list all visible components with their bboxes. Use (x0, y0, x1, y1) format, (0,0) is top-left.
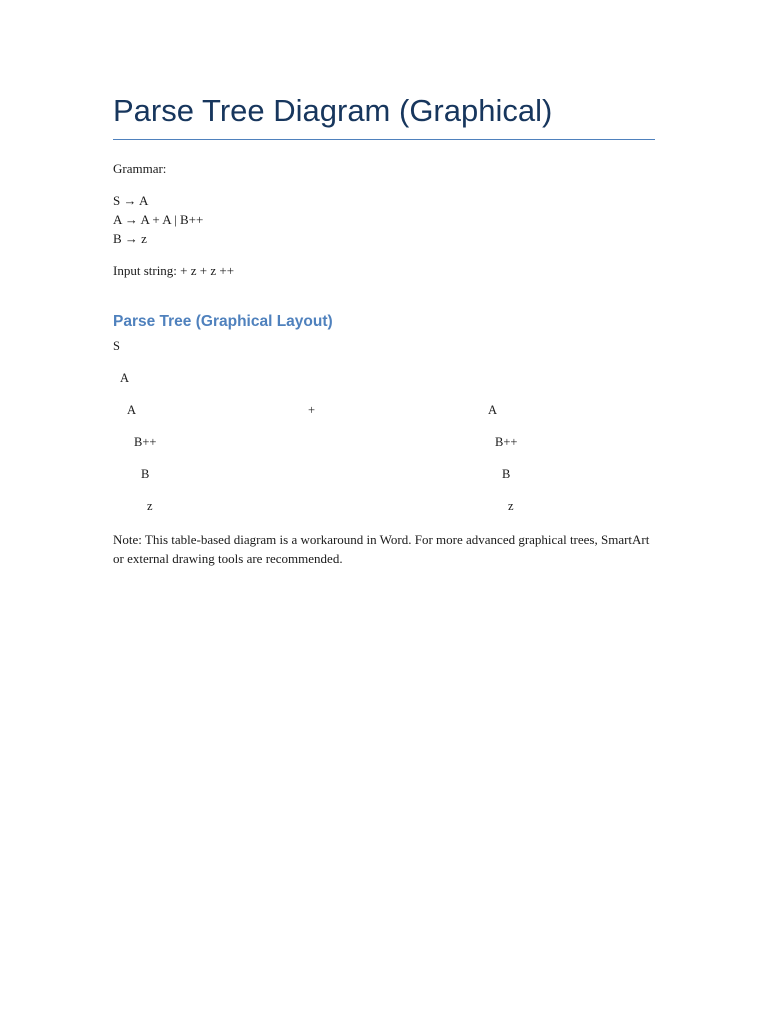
tree-node-root: S (113, 339, 120, 353)
grammar-label: Grammar: (113, 161, 167, 176)
grammar-rule-1: S → A (113, 193, 149, 208)
title-divider (113, 139, 655, 140)
tree-node-plus: + (308, 403, 316, 417)
tree-node-right-bpp: B++ (495, 435, 518, 449)
input-string: Input string: + z + z ++ (113, 263, 235, 278)
tree-node-level1: A (120, 371, 130, 385)
tree-node-right-a: A (488, 403, 498, 417)
grammar-rule-3: B → z (113, 231, 147, 246)
tree-node-right-b: B (502, 467, 511, 481)
tree-node-left-b: B (141, 467, 150, 481)
tree-node-left-bpp: B++ (134, 435, 157, 449)
tree-node-right-z: z (508, 499, 514, 513)
page-title: Parse Tree Diagram (Graphical) (113, 93, 553, 128)
section-heading: Parse Tree (Graphical Layout) (113, 313, 333, 330)
tree-node-left-a: A (127, 403, 137, 417)
grammar-rule-2: A → A + A | B++ (113, 212, 204, 227)
note-paragraph: Note: This table-based diagram is a workaround in Word. For more advanced graphical trees, SmartArt or external drawing tools are recommended. (113, 532, 650, 566)
tree-node-left-z: z (147, 499, 153, 513)
